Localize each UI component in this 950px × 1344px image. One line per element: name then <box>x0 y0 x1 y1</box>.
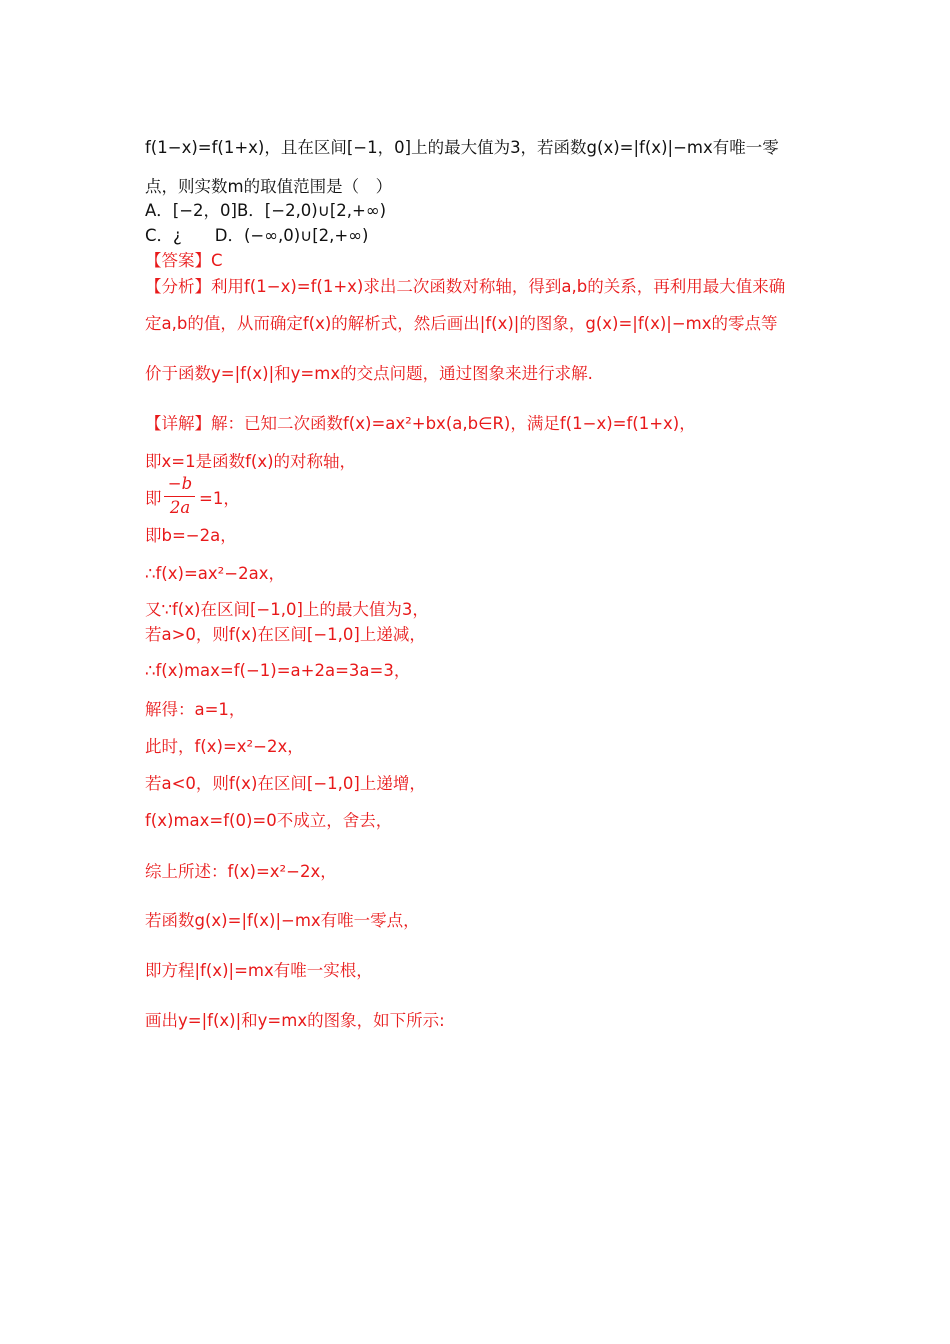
fraction-numerator: −b <box>167 474 193 493</box>
options-a-b: A．[−2，0]B．[−2,0)∪[2,+∞) <box>145 201 387 220</box>
detail-line-8: ∴f(x)max=f(−1)=a+2a=3a=3， <box>145 661 411 680</box>
detail-line-14: 若函数g(x)=|f(x)|−mx有唯一零点， <box>145 911 420 930</box>
fraction-prefix: 即 <box>145 489 162 508</box>
fraction-denominator: 2a <box>169 498 191 517</box>
analysis-line-3: 价于函数y=|f(x)|和y=mx的交点问题，通过图象来进行求解. <box>145 364 593 383</box>
options-c-d: C．¿ D．(−∞,0)∪[2,+∞) <box>145 226 369 245</box>
analysis-line-1: 【分析】利用f(1−x)=f(1+x)求出二次函数对称轴，得到a,b的关系，再利用最大值来确 <box>145 277 786 296</box>
detail-line-1: 【详解】解：已知二次函数f(x)=ax²+bx(a,b∈R)，满足f(1−x)=f(1+x)， <box>145 414 696 433</box>
detail-line-7: 若a>0，则f(x)在区间[−1,0]上递减， <box>145 625 426 644</box>
detail-line-12: f(x)max=f(0)=0不成立，舍去， <box>145 811 393 830</box>
detail-fraction-line <box>145 474 345 520</box>
answer-line: 【答案】C <box>145 251 223 270</box>
fraction-bar <box>164 496 195 497</box>
detail-line-11: 若a<0，则f(x)在区间[−1,0]上递增， <box>145 774 426 793</box>
detail-line-10: 此时，f(x)=x²−2x， <box>145 737 304 756</box>
detail-line-2: 即x=1是函数f(x)的对称轴， <box>145 452 357 471</box>
detail-line-16: 画出y=|f(x)|和y=mx的图象，如下所示: <box>145 1011 445 1030</box>
detail-line-9: 解得：a=1， <box>145 700 246 719</box>
analysis-line-2: 定a,b的值，从而确定f(x)的解析式，然后画出|f(x)|的图象，g(x)=|f(x)|−mx的零点等 <box>145 314 778 333</box>
detail-line-15: 即方程|f(x)|=mx有唯一实根， <box>145 961 373 980</box>
question-line-2: 点，则实数m的取值范围是（ ） <box>145 177 393 196</box>
detail-line-6: 又∵f(x)在区间[−1,0]上的最大值为3， <box>145 600 429 619</box>
fraction-suffix: =1， <box>199 489 240 508</box>
detail-line-4: 即b=−2a， <box>145 526 237 545</box>
question-line-1: f(1−x)=f(1+x)，且在区间[−1，0]上的最大值为3，若函数g(x)=|f(x)|−mx有唯一零 <box>145 138 779 157</box>
detail-line-13: 综上所述：f(x)=x²−2x， <box>145 862 337 881</box>
detail-line-5: ∴f(x)=ax²−2ax， <box>145 564 285 583</box>
